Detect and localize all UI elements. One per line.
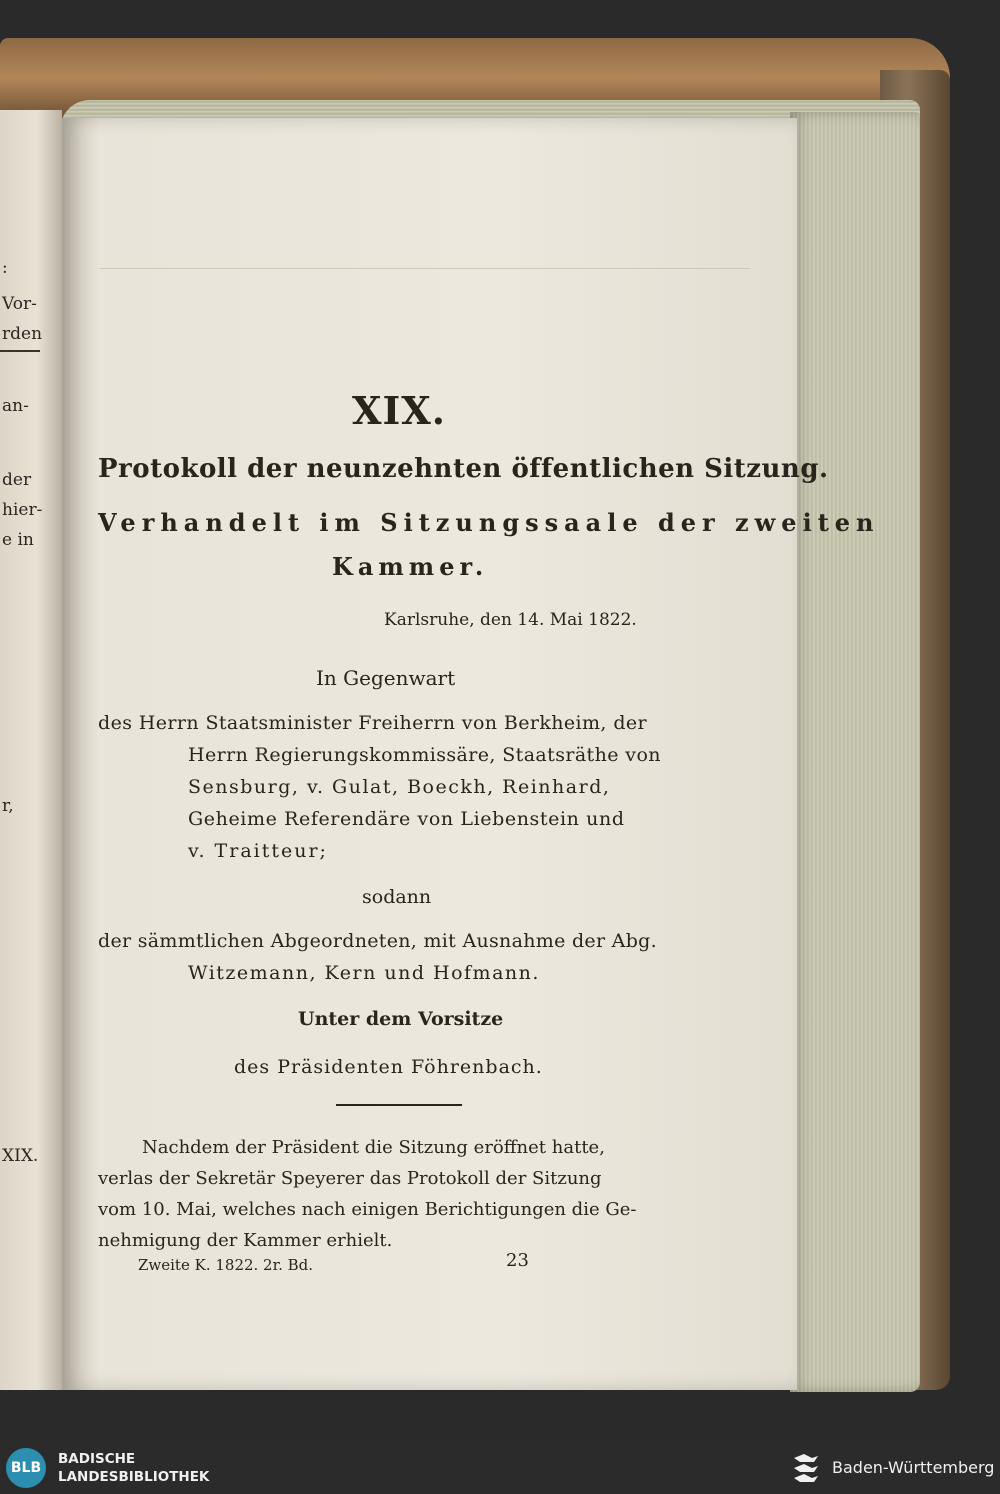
chair-name: des Präsidenten Föhrenbach.: [234, 1056, 543, 1078]
subtitle-line: Kammer.: [332, 552, 489, 581]
delegates-line: der sämmtlichen Abgeordneten, mit Ausnahme der Abg.: [98, 930, 657, 952]
presence-line: Herrn Regierungskommissäre, Staatsräthe von: [188, 744, 661, 766]
chair-label: Unter dem Vorsitze: [298, 1008, 504, 1030]
library-banner: [0, 1442, 1000, 1494]
page-title: Protokoll der neunzehnten öffentlichen Sitzung.: [98, 454, 829, 484]
right-page: [62, 118, 880, 1390]
page-number: 23: [506, 1250, 529, 1271]
left-page-text: rden: [2, 324, 43, 344]
thereafter-label: sodann: [362, 886, 432, 908]
lions-crest-icon: [790, 1450, 822, 1486]
presence-line: Geheime Referendäre von Liebenstein und: [188, 808, 625, 830]
delegates-line: Witzemann, Kern und Hofmann.: [188, 962, 540, 984]
bleed-through-rule: [100, 268, 750, 269]
paragraph-line: nehmigung der Kammer erhielt.: [98, 1230, 393, 1251]
paragraph-line: vom 10. Mai, welches nach einigen Berichtigungen die Ge-: [98, 1199, 637, 1220]
left-page-text: :: [2, 258, 8, 278]
left-page-text: der: [2, 470, 32, 490]
left-page-rule: [0, 350, 40, 352]
left-page-text: e in: [2, 530, 34, 550]
paragraph-line: verlas der Sekretär Speyerer das Protokoll der Sitzung: [98, 1168, 602, 1189]
library-name[interactable]: [58, 1450, 209, 1486]
signature-line: Zweite K. 1822. 2r. Bd.: [138, 1256, 314, 1274]
presence-line: Sensburg, v. Gulat, Boeckh, Reinhard,: [188, 776, 611, 798]
subtitle-line: Verhandelt im Sitzungssaale der zweiten: [98, 508, 880, 537]
library-name-line: LANDESBIBLIOTHEK: [58, 1469, 210, 1485]
section-divider: [336, 1104, 462, 1106]
presence-line: v. Traitteur;: [188, 840, 328, 862]
presence-line: des Herrn Staatsminister Freiherrn von Berkheim, der: [98, 712, 648, 734]
left-page-text: hier-: [2, 500, 43, 520]
page-block-fore-edge: [790, 112, 920, 1392]
blb-logo-icon[interactable]: BLB: [6, 1448, 46, 1488]
left-page-text: r,: [2, 796, 14, 816]
body-paragraph: [98, 1132, 636, 1256]
state-name[interactable]: Baden-Württemberg: [832, 1458, 995, 1477]
left-page-text: an-: [2, 396, 29, 416]
left-page: [0, 110, 62, 1390]
left-page-text: XIX.: [2, 1146, 39, 1166]
library-name-line: BADISCHE: [58, 1451, 136, 1467]
presence-heading: In Gegenwart: [316, 666, 456, 690]
chapter-number: XIX.: [352, 388, 446, 433]
paragraph-line: Nachdem der Präsident die Sitzung eröffnet hatte,: [142, 1137, 605, 1158]
place-date: Karlsruhe, den 14. Mai 1822.: [384, 610, 637, 630]
left-page-text: Vor-: [2, 294, 37, 314]
